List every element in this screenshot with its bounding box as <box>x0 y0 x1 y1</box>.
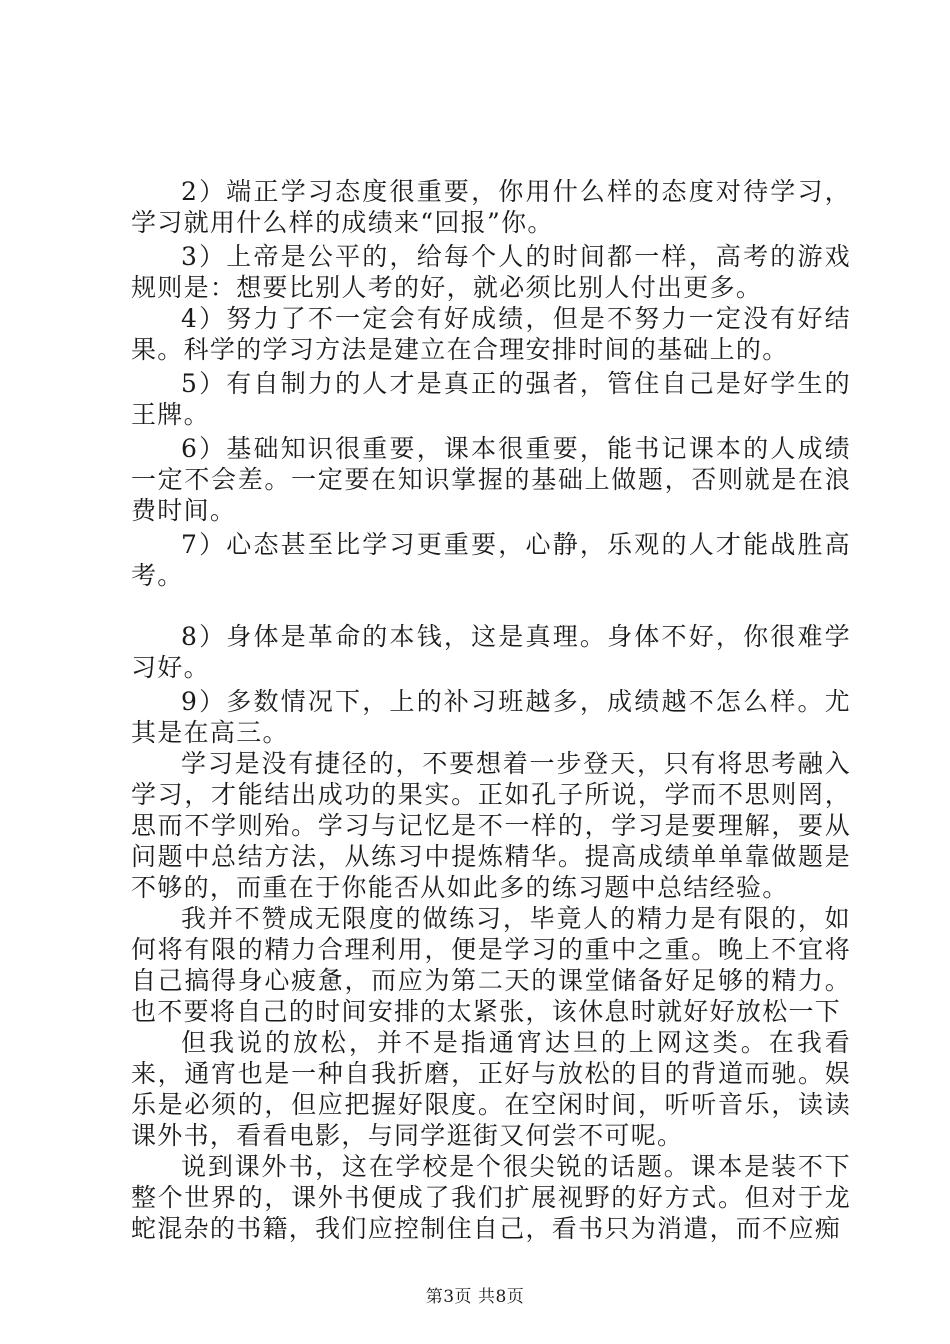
paragraph-8: 8）身体是革命的本钱，这是真理。身体不好，你很难学习好。 <box>131 622 851 682</box>
paragraph-2: 2）端正学习态度很重要，你用什么样的态度对待学习，学习就用什么样的成绩来“回报”你。 <box>131 177 851 237</box>
paragraph-learning: 学习是没有捷径的，不要想着一步登天，只有将思考融入学习，才能结出成功的果实。正如孔子所说，学而不思则罔，思而不学则殆。学习与记忆是不一样的，学习是要理解，要从问题中总结方法，从练习中提炼精华。提高成绩单单靠做题是不够的，而重在于你能否从如此多的练习题中总结经验。 <box>131 749 851 902</box>
paragraph-practice: 我并不赞成无限度的做练习，毕竟人的精力是有限的，如何将有限的精力合理利用，便是学习的重中之重。晚上不宜将自己搞得身心疲惫，而应为第二天的课堂储备好足够的精力。也不要将自己的时间安排的太紧张，该休息时就好好放松一下 <box>131 904 851 1026</box>
page-footer: 第3页 共8页 <box>425 1287 525 1307</box>
paragraph-3: 3）上帝是公平的，给每个人的时间都一样，高考的游戏规则是：想要比别人考的好，就必须比别人付出更多。 <box>131 242 851 302</box>
document-body <box>131 176 851 1244</box>
paragraph-7: 7）心态甚至比学习更重要，心静，乐观的人才能战胜高考。 <box>131 530 851 590</box>
paragraph-relax: 但我说的放松，并不是指通宵达旦的上网这类。在我看来，通宵也是一种自我折磨，正好与放松的目的背道而驰。娱乐是必须的，但应把握好限度。在空闲时间，听听音乐，读读课外书，看看电影，与同学逛街又何尝不可呢。 <box>131 1028 851 1150</box>
paragraph-4: 4）努力了不一定会有好成绩，但是不努力一定没有好结果。科学的学习方法是建立在合理安排时间的基础上的。 <box>131 304 851 364</box>
paragraph-9: 9）多数情况下，上的补习班越多，成绩越不怎么样。尤其是在高三。 <box>131 687 851 747</box>
paragraph-6: 6）基础知识很重要，课本很重要，能书记课本的人成绩一定不会差。一定要在知识掌握的基础上做题，否则就是在浪费时间。 <box>131 434 851 525</box>
paragraph-5: 5）有自制力的人才是真正的强者，管住自己是好学生的王牌。 <box>131 369 851 429</box>
paragraph-books: 说到课外书，这在学校是个很尖锐的话题。课本是装不下整个世界的，课外书便成了我们扩展视野的好方式。但对于龙蛇混杂的书籍，我们应控制住自己，看书只为消遣，而不应痴 <box>131 1152 851 1243</box>
